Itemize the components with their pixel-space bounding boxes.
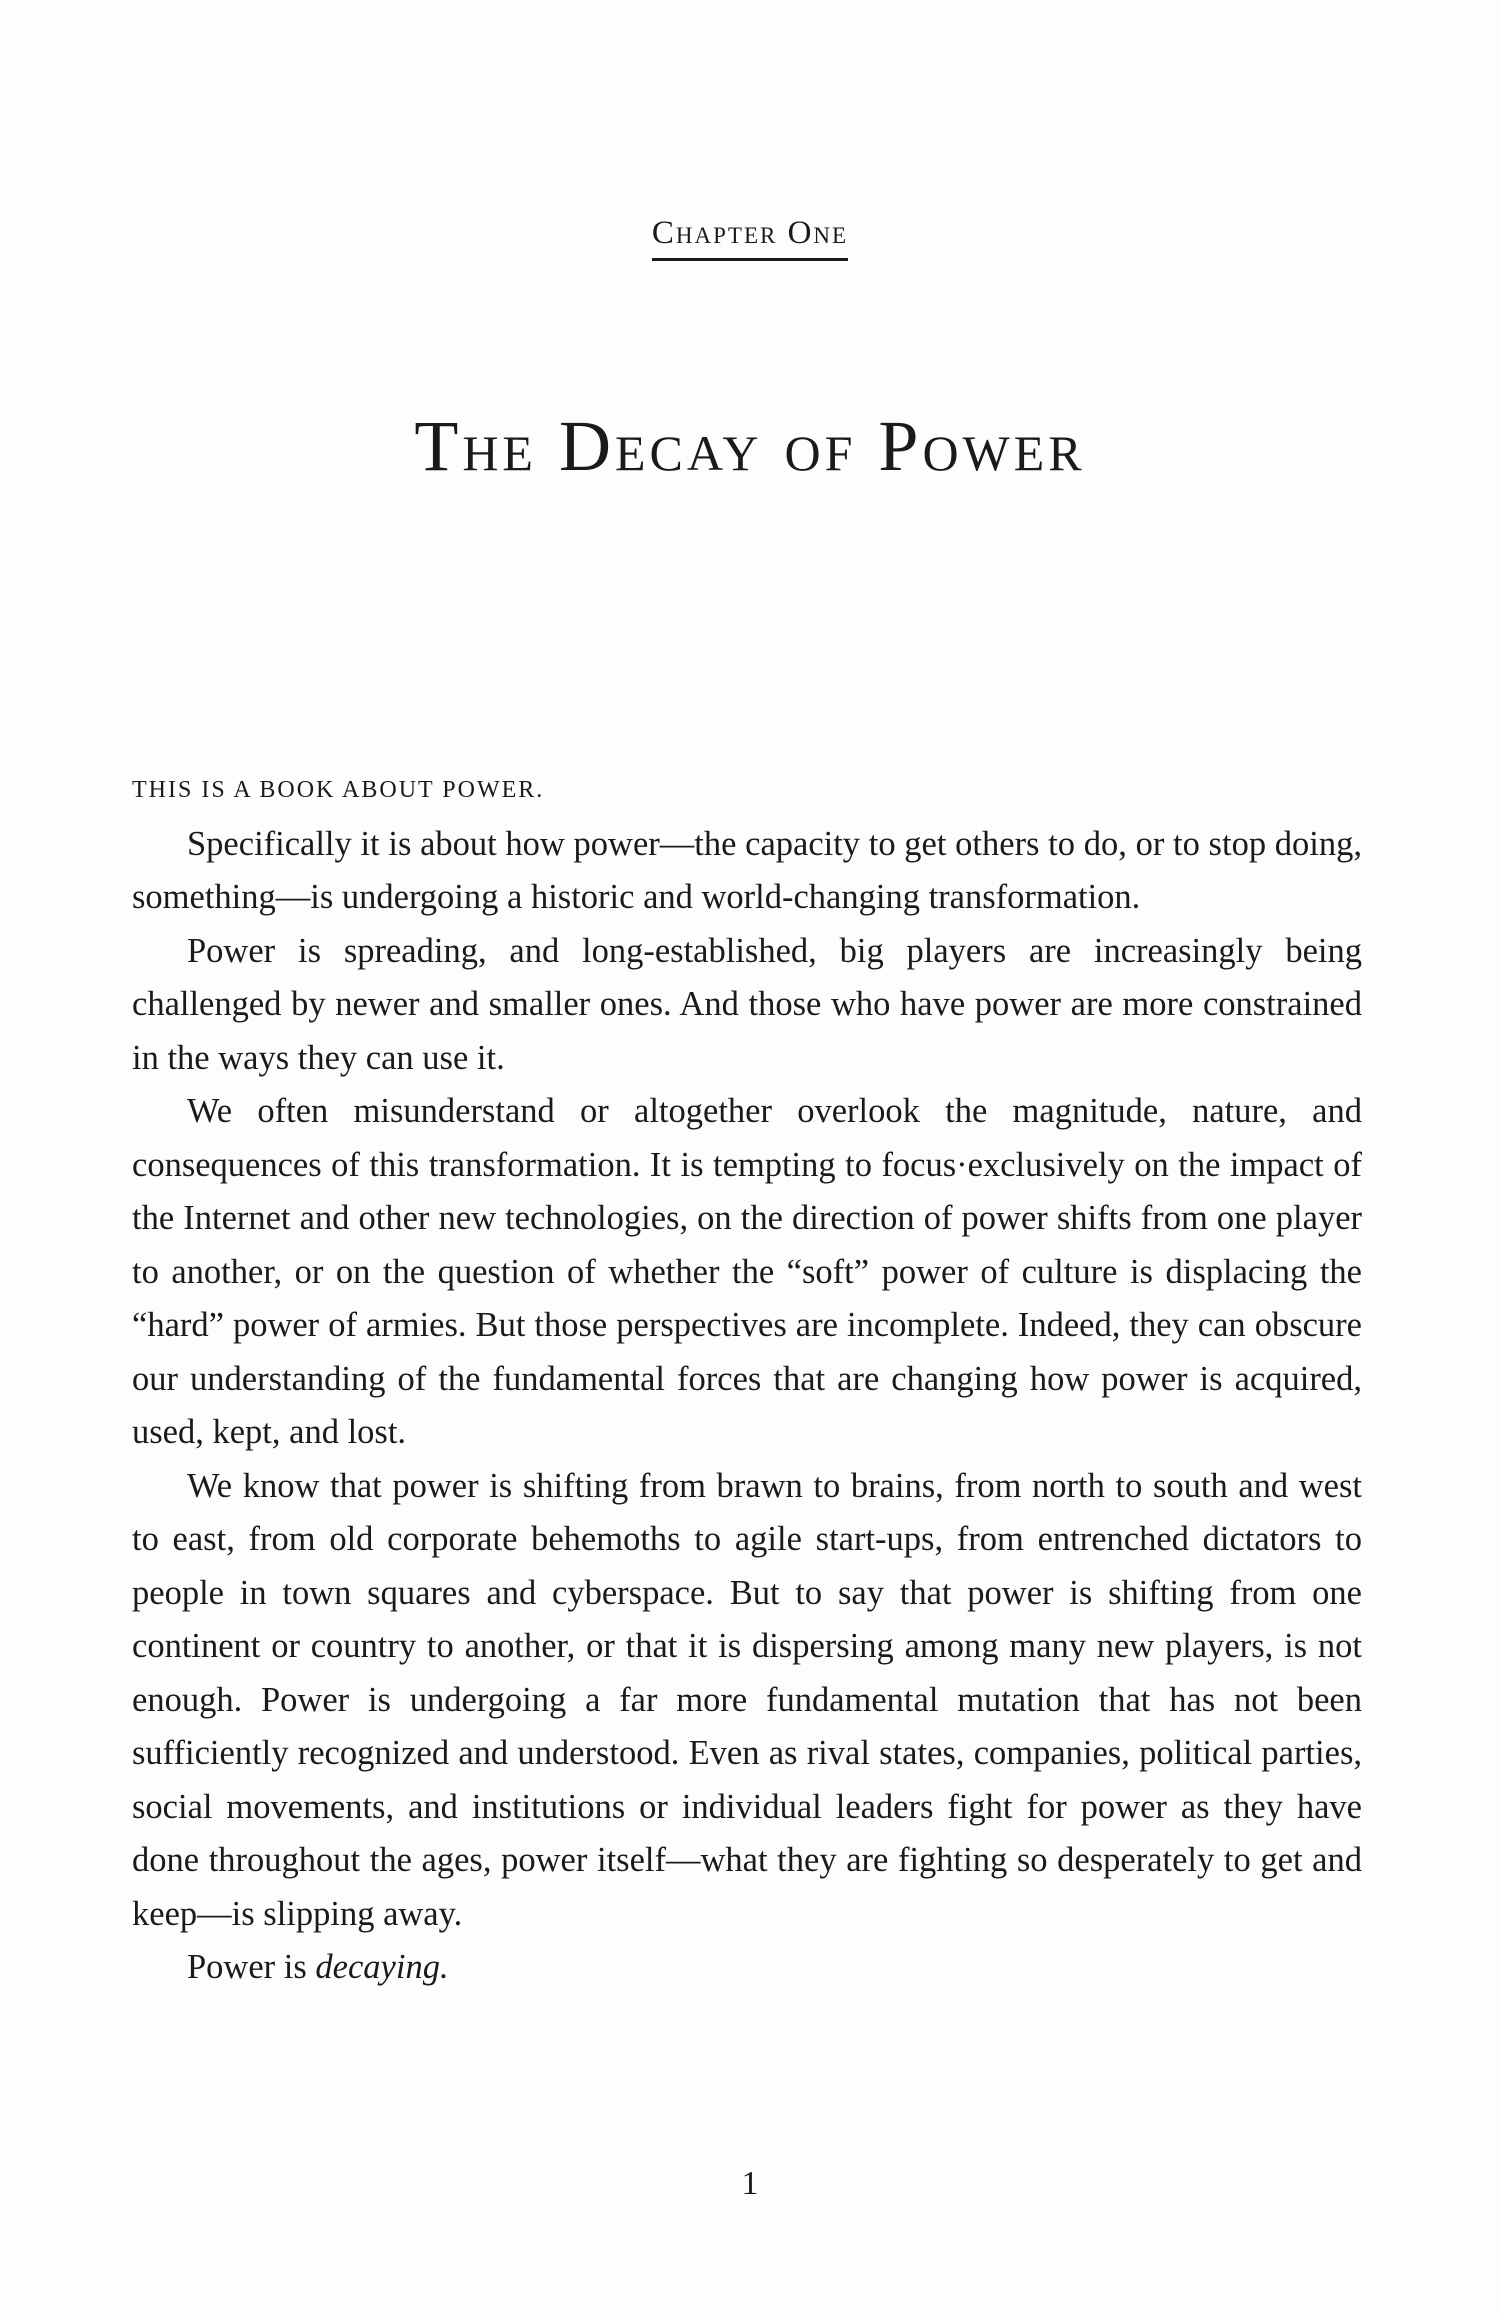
paragraph-closing <box>132 1941 1362 1995</box>
closing-prefix: Power is <box>187 1948 316 1986</box>
page-number: 1 <box>741 2165 759 2202</box>
chapter-label-text: Chapter One <box>652 215 848 261</box>
paragraph: Power is spreading, and long-established, big players are increasingly being challenged by newer and smaller ones. And those who have power are more constrained in the ways they can use it. <box>132 931 1362 1077</box>
chapter-label <box>0 215 1500 261</box>
chapter-title: The Decay of Power <box>414 406 1086 486</box>
paragraph-lead <box>132 760 1362 818</box>
paragraph: We know that power is shifting from brawn to brains, from north to south and west to east, from old corporate behemoths to agile start-ups, from entrenched dictators to people in town squares and cyberspace. But to say that power is shifting from one continent or country to another, or that it is dispersing among many new players, is not enough. Power is undergoing a far more fundamental mutation that has not been sufficiently recognized and understood. Even as rival states, companies, political parties, social movements, and institutions or individual leaders fight for power as they have done throughout the ages, power itself—what they are fighting so desperately to get and keep—is slipping away. <box>132 1466 1362 1933</box>
chapter-body <box>132 760 1362 1995</box>
lead-in-text: THIS IS A BOOK ABOUT POWER. <box>132 777 545 803</box>
paragraph: We often misunderstand or altogether overlook the magnitude, nature, and consequences of this transformation. It is tempting to focus·exclusively on the impact of the Internet and other new technologies, on the direction of power shifts from one player to another, or on the question of whether the “soft” power of culture is displacing the “hard” power of armies. But those perspectives are incomplete. Indeed, they can obscure our understanding of the fundamental forces that are changing how power is acquired, used, kept, and lost. <box>132 1092 1362 1451</box>
closing-emphasis: decaying. <box>315 1948 449 1986</box>
paragraph: Specifically it is about how power—the capacity to get others to do, or to stop doing, something—is undergoing a historic and world-changing transformation. <box>132 824 1362 916</box>
